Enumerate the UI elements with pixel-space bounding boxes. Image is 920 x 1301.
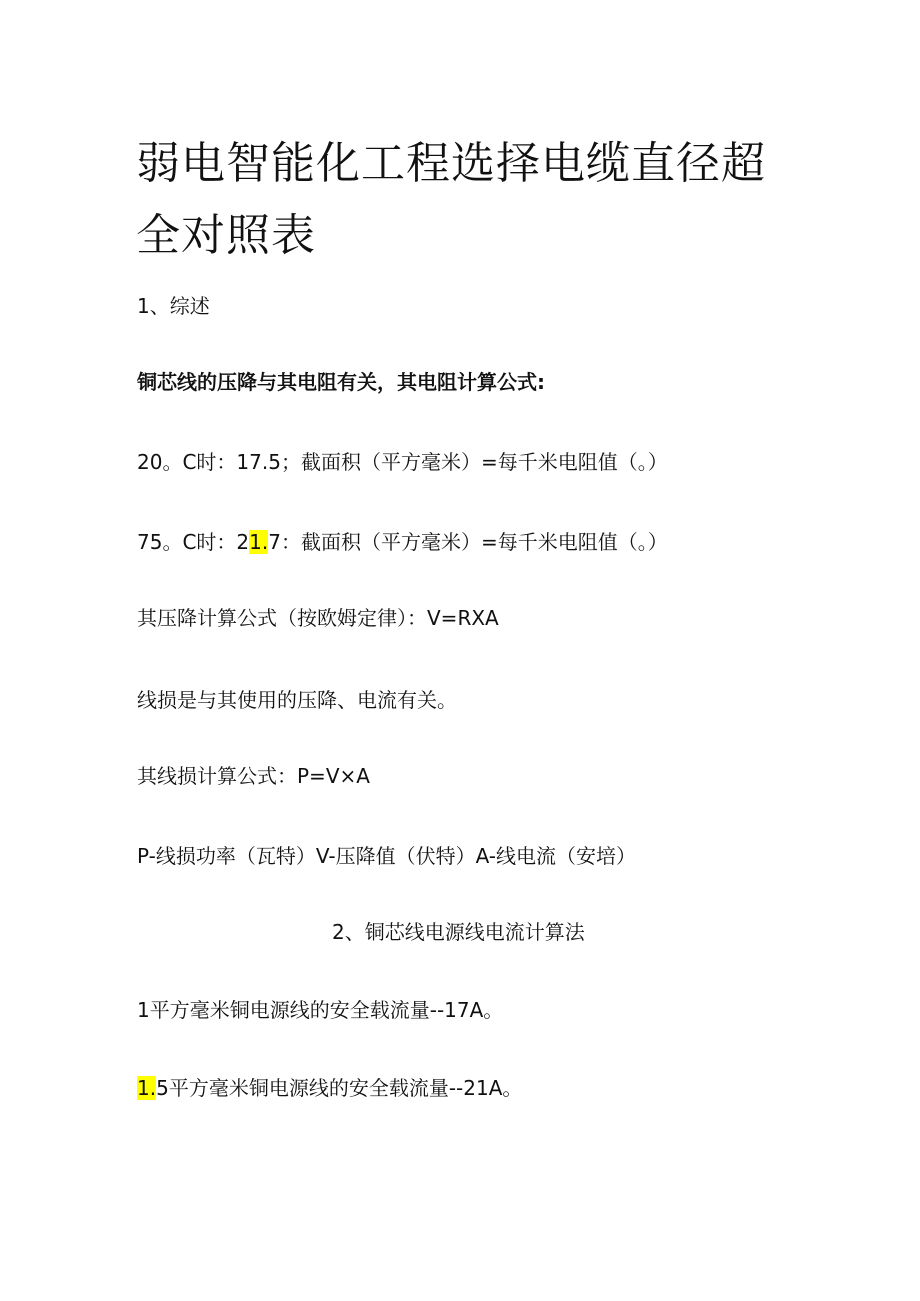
resistance-75c — [137, 528, 668, 556]
resistance-intro: 铜芯线的压降与其电阻有关，其电阻计算公式: — [137, 370, 545, 394]
highlighted-text: 1. — [249, 530, 269, 554]
section-heading-overview: 1、综述 — [137, 294, 210, 318]
current-1mm2: 1平方毫米铜电源线的安全载流量--17A。 — [137, 998, 504, 1022]
document-title: 弱电智能化工程选择电缆直径超全对照表 — [136, 138, 766, 261]
resistance-75c-part2: 7：截面积（平方毫米）=每千米电阻值（。） — [268, 530, 668, 554]
highlighted-text: 1. — [137, 1076, 157, 1100]
line-loss-note: 线损是与其使用的压降、电流有关。 — [137, 688, 457, 712]
current-1-5mm2-rest: 5平方毫米铜电源线的安全载流量--21A。 — [156, 1076, 523, 1100]
resistance-20c: 20。C时：17.5；截面积（平方毫米）=每千米电阻值（。） — [137, 450, 668, 474]
line-loss-formula: 其线损计算公式：P=V×A — [137, 764, 370, 788]
current-1-5mm2 — [137, 1074, 522, 1102]
section-heading-current: 2、铜芯线电源线电流计算法 — [332, 920, 585, 944]
formula-legend: P-线损功率（瓦特）V-压降值（伏特）A-线电流（安培） — [137, 844, 637, 868]
voltage-drop-formula: 其压降计算公式（按欧姆定律）：V=RXA — [137, 606, 499, 630]
resistance-75c-part1: 75。C时：2 — [137, 530, 250, 554]
